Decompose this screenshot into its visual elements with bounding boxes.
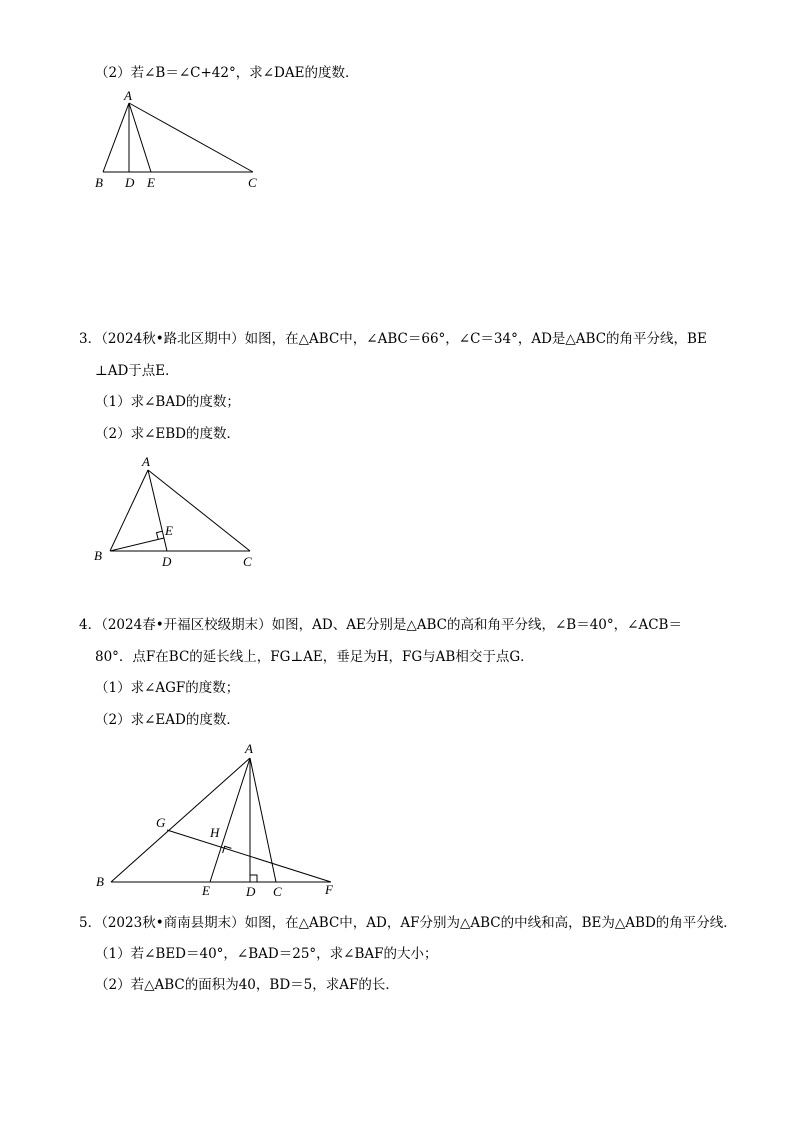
fig1-label-c: C [248, 175, 257, 190]
problem-3-statement-line-1: 3．（2024秋•路北区期中）如图，在△ABC中，∠ABC＝66°，∠C＝34°，AD是△ABC的角平分线，BE [79, 331, 707, 347]
fig1-label-e: E [147, 175, 155, 190]
fig1-label-b: B [95, 175, 103, 190]
fig3-label-g: G [156, 815, 166, 830]
fig1-label-a: A [124, 88, 132, 103]
fig2-label-d: D [162, 554, 172, 569]
problem-3-question-2: （2）求∠EBD的度数． [95, 426, 240, 442]
figure-1-triangle [88, 88, 278, 198]
fig2-segment-ac [148, 470, 250, 551]
fig3-label-f: F [325, 882, 333, 897]
fig2-segment-be [110, 538, 164, 551]
fig3-label-d: D [246, 884, 256, 899]
problem-4-question-1: （1）求∠AGF的度数； [95, 680, 240, 696]
problem-4-statement-line-1: 4．（2024春•开福区校级期末）如图，AD、AE分别是△ABC的高和角平分线，∠B＝40°，∠ACB＝ [79, 617, 682, 633]
fig2-label-b: B [94, 548, 102, 563]
fig3-label-a: A [245, 741, 253, 756]
problem-3-statement-line-2: ⊥AD于点E． [95, 363, 179, 379]
problem-5-question-1: （1）若∠BED＝40°，∠BAD＝25°，求∠BAF的大小； [95, 946, 438, 962]
problem-5-question-2: （2）若△ABC的面积为40，BD＝5，求AF的长． [95, 977, 399, 993]
figure-3-triangle [88, 738, 348, 898]
fig2-label-c: C [243, 554, 252, 569]
fig1-segment-ab [103, 103, 129, 172]
fig3-label-h: H [210, 825, 220, 840]
figure-2-triangle [88, 452, 278, 574]
fig3-label-e: E [202, 883, 210, 898]
fig2-segment-ad [148, 470, 167, 551]
fig3-segment-ae [210, 758, 250, 882]
fig2-label-e: E [165, 523, 173, 538]
fig3-label-b: B [96, 874, 104, 889]
problem-3-question-1: （1）求∠BAD的度数； [95, 394, 240, 410]
problem-2-question-2: （2）若∠B＝∠C+42°，求∠DAE的度数． [95, 65, 359, 81]
fig3-label-c: C [273, 884, 282, 899]
problem-5-statement: 5．（2023秋•商南县期末）如图，在△ABC中，AD，AF分别为△ABC的中线和高，BE为△ABD的角平分线． [79, 915, 737, 931]
fig1-label-d: D [125, 175, 135, 190]
fig2-segment-ab [110, 470, 148, 551]
problem-4-statement-line-2: 80°．点F在BC的延长线上，FG⊥AE，垂足为H，FG与AB相交于点G． [95, 649, 534, 665]
fig2-label-a: A [142, 454, 150, 469]
fig3-right-angle-mark-d [250, 875, 257, 882]
fig3-segment-gf [167, 830, 331, 882]
fig3-segment-ab [111, 758, 250, 882]
problem-4-question-2: （2）求∠EAD的度数． [95, 712, 240, 728]
